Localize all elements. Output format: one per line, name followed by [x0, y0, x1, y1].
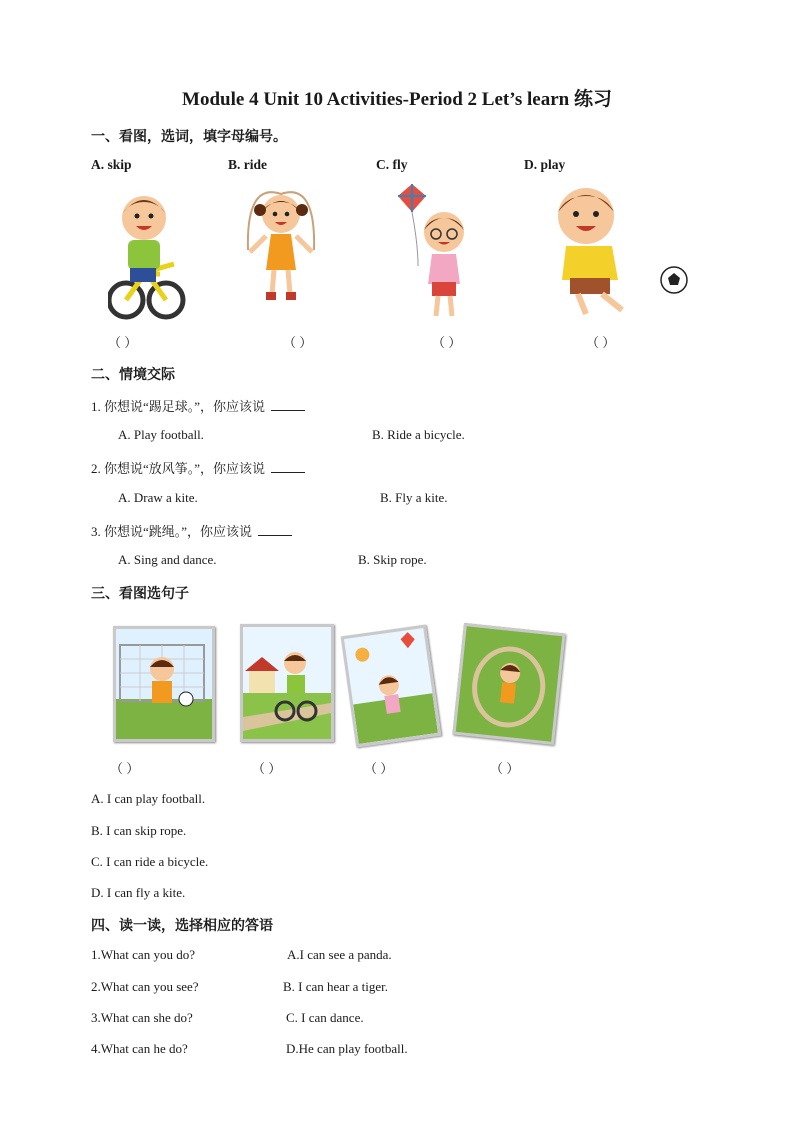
answer-blank-3[interactable]: （ ） — [432, 335, 462, 350]
question-1 — [91, 396, 305, 415]
answer-blank-4[interactable]: （ ） — [586, 335, 616, 350]
question-1-blank[interactable] — [271, 398, 305, 411]
read-answer-d: D.He can play football. — [286, 1041, 408, 1056]
read-answer-b: B. I can hear a tiger. — [283, 979, 389, 994]
question-3-option-a: A. Sing and dance. — [118, 552, 217, 567]
photo-bicycle — [240, 624, 334, 742]
page-title: Module 4 Unit 10 Activities-Period 2 Let’s learn 练习 — [182, 89, 612, 110]
option-a: A. skip — [91, 157, 132, 172]
question-3-option-b: B. Skip rope. — [358, 552, 427, 567]
question-2-blank[interactable] — [271, 460, 305, 473]
read-answer-a: A.I can see a panda. — [287, 947, 392, 962]
sentence-option-c: C. I can ride a bicycle. — [91, 854, 209, 869]
section1-heading: 一、看图，选词，填字母编号。 — [91, 130, 287, 145]
question-3-blank[interactable] — [258, 523, 292, 536]
sentence-option-b: B. I can skip rope. — [91, 823, 187, 838]
sentence-option-d: D. I can fly a kite. — [91, 885, 186, 900]
photo-skip-rope — [452, 623, 565, 745]
question-3-text: 3. 你想说“跳绳。”，你应该说 — [91, 524, 253, 539]
boy-playing-football-illustration — [542, 184, 692, 324]
question-1-text: 1. 你想说“踢足球。”，你应该说 — [91, 399, 266, 414]
question-2-text: 2. 你想说“放风筝。”，你应该说 — [91, 461, 266, 476]
section3-heading: 三、看图选句子 — [91, 587, 189, 602]
read-question-4: 4.What can he do? — [91, 1041, 188, 1056]
question-3 — [91, 521, 292, 540]
sentence-option-a: A. I can play football. — [91, 791, 206, 806]
photo-football — [113, 626, 215, 742]
boy-riding-bicycle-illustration — [108, 188, 188, 326]
question-2 — [91, 458, 305, 477]
answer-blank-1[interactable]: （ ） — [108, 335, 138, 350]
football-scene-icon — [116, 629, 212, 739]
picture-blank-3[interactable]: （ ） — [364, 761, 394, 776]
question-1-option-b: B. Ride a bicycle. — [372, 427, 465, 442]
bicycle-scene-icon — [243, 627, 331, 739]
picture-blank-2[interactable]: （ ） — [252, 761, 282, 776]
question-2-option-a: A. Draw a kite. — [118, 490, 198, 505]
section4-heading: 四、读一读，选择相应的答语 — [91, 919, 273, 934]
question-1-option-a: A. Play football. — [118, 427, 204, 442]
photo-kite — [341, 625, 442, 748]
answer-blank-2[interactable]: （ ） — [283, 335, 313, 350]
kite-scene-icon — [344, 628, 438, 744]
read-answer-c: C. I can dance. — [286, 1010, 364, 1025]
question-2-option-b: B. Fly a kite. — [380, 490, 448, 505]
option-c: C. fly — [376, 157, 408, 172]
girl-flying-kite-illustration — [392, 184, 484, 324]
read-question-3: 3.What can she do? — [91, 1010, 193, 1025]
section2-heading: 二、情境交际 — [91, 368, 175, 383]
read-question-2: 2.What can you see? — [91, 979, 199, 994]
read-question-1: 1.What can you do? — [91, 947, 195, 962]
picture-blank-1[interactable]: （ ） — [110, 761, 140, 776]
picture-blank-4[interactable]: （ ） — [490, 761, 520, 776]
option-d: D. play — [524, 157, 566, 172]
option-b: B. ride — [228, 157, 267, 172]
girl-skipping-rope-illustration — [238, 190, 324, 312]
skip-rope-scene-icon — [456, 626, 563, 741]
